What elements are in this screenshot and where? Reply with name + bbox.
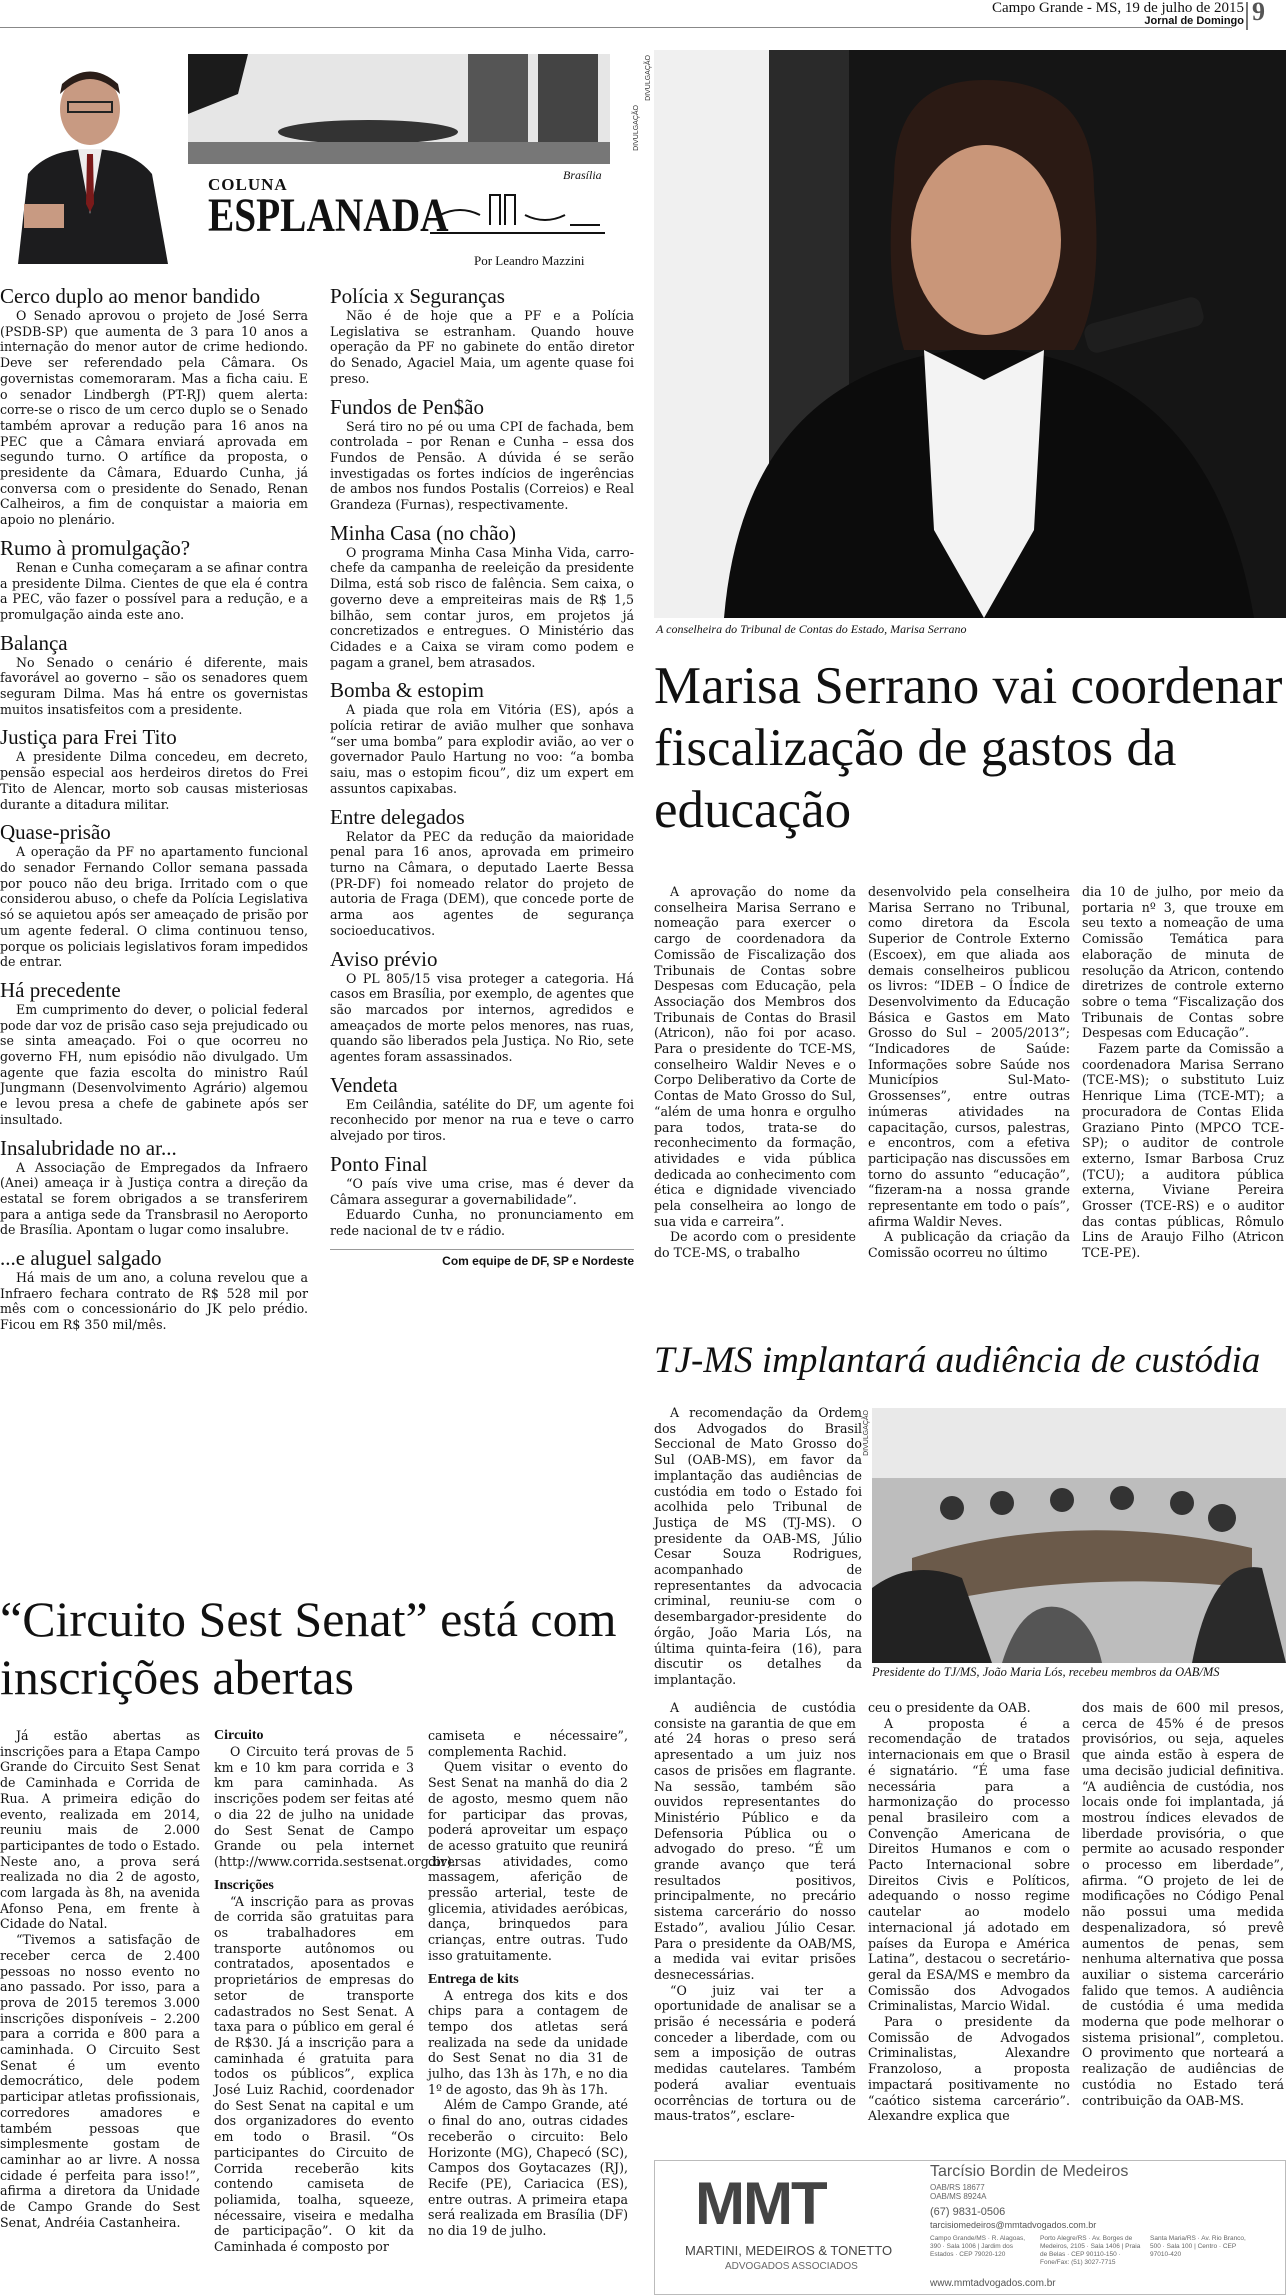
item-9: Polícia x Seguranças Não é de hoje que a PF e a Polícia Legislativa se estranham. Quando houve operação da PF no gabinete do então diretor do Senado, Agaciel Maia, um agente quase foi preso. bbox=[330, 284, 634, 386]
ponto-final-extra: Eduardo Cunha, no pronunciamento em rede nacional de tv e rádio. bbox=[330, 1207, 634, 1238]
law-firm-ad[interactable] bbox=[654, 2160, 1286, 2295]
ad-office-2: Porto Alegre/RS · Av. Borges de Medeiros, 2105 · Sala 1406 | Praia de Belas · CEP 90110-150 · Fone/Fax: (51) 3027-7715 bbox=[1040, 2235, 1141, 2266]
marisa-photo bbox=[654, 50, 1286, 618]
marisa-body: A aprovação do nome da conselheira Marisa Serrano e nomeação para exercer o cargo de coordenadora da Comissão de Fiscalização dos Tribunais de Contas sobre Despesas com Educação, pela Associação dos Membros dos Tribunais de Contas do Brasil (Atricon), não foi por acaso. Para o presidente do TCE-MS, conselheiro Waldir Neves e o Corpo Deliberativo da Corte de Contas de Mato Grosso do Sul, “além de uma honra e orgulho para todos, trata-se do reconhecimento da formação, atividades e vida pública dedicada ao conhecimento com ética e dignidade vivenciado pela conselheira ao longo de sua vida e carreira”. De acordo com o presidente do TCE-MS, o trabalho desenvolvido pela conselheira Marisa Serrano no Tribunal, como diretora da Escola Superior de Controle Externo (Escoex), em que aliada aos demais conselheiros publicou os livros: “IDEB – O Índice de Desenvolvimento da Educação Básica e Gastos em Mato Grosso do Sul – 2005/2013”; “Indicadores de Saúde: Informações sobre Saúde nos Municípios Sul-Mato-Grossenses”, entre outras inúmeras atividades na capacitação, cursos, palestras, e encontros, com a efetiva participação nas discussões em torno do assunto “educação”, “fizeram-na a nossa grande representante em todo o país”, afirma Waldir Neves. A publicação da criação da Comissão ocorreu no último dia 10 de julho, por meio da portaria nº 3, que trouxe em seu texto a nomeação de uma Comissão Temática para elaboração de minuta de resolução da Atricon, contendo diretrizes de controle externo sobre o tema “Fiscalização dos Tribunais de Contas sobre Despesas com Educação”. Fazem parte da Comissão a coordenadora Marisa Serrano (TCE-MS); o substituto Luiz Henrique Lima (TCE-MT); a procuradora de Contas Elida Graziano Pinto (MPCO TCE-SP); o auditor de controle externo, Ismar Barbosa Cruz (TCU); a auditora pública externa, Viviane Pereira Grosser (TCE-RS) e o auditor das contas públicas, Rômulo Lins de Araujo Filho (Atricon TCE-PE). bbox=[654, 884, 1284, 1261]
tjms-body: A audiência de custódia consiste na garantia de que em até 24 horas o preso será apresentado a um juiz nos casos de prisões em flagrante. Na sessão, também são ouvidos representantes do Ministério Público e da Defensoria Pública ou o advogado do preso. “É um grande avanço que terá resultados positivos, principalmente, no precário sistema carcerário do nosso Estado”, avaliou Júlio Cesar. Para o presidente da OAB/MS, a medida vai evitar prisões desnecessárias. “O juiz vai ter a oportunidade de analisar se a prisão é necessária e poderá conceder a liberdade, com ou sem a imposição de outras medidas cautelares. Também poderá avaliar eventuais ocorrências de tortura ou de maus-tratos”, esclare- ceu o presidente da OAB. A proposta é a recomendação de tratados internacionais em que o Brasil é signatário. “É uma fase necessária para a harmonização do processo penal brasileiro com a Convenção Americana de Direitos Humanos e com o Pacto Internacional sobre Direitos Civis e Políticos, adequando o nosso regime cautelar ao modelo internacional já adotado em países da Europa e América Latina”, destacou o secretário-geral da ESA/MS e membro da Comissão dos Advogados Criminalistas, Marcio Widal. Para o presidente da Comissão de Advogados Criminalistas, Alexandre Franzoloso, a proposta impactará positivamente no “caótico sistema carcerário”. Alexandre explica que dos mais de 600 mil presos, cerca de 45% é de presos provisórios, ou seja, aqueles que ainda estão à espera de uma decisão judicial definitiva. “A audiência de custódia, nos locais onde foi implantada, já mostrou índices elevados de liberdade provisória, o que permite ao acusado responder o processo em liberdade”, afirma. “O projeto de lei de modificações no Código Penal não possui uma medida despenalizadora, só prevê aumentos de penas, sem nenhuma alternativa que possa auxiliar o sistema carcerário falido que temos. A audiência de custódia é uma medida moderna que pode melhorar o sistema prisional”, completou. O provimento que norteará a realização de audiências de custódia no Estado terá contribuição da OAB-MS. bbox=[654, 1700, 1284, 2124]
ad-firm: MARTINI, MEDEIROS & TONETTO bbox=[685, 2243, 893, 2258]
item-5: Quase-prisão A operação da PF no apartamento funcional do senador Fernando Collor semana passada por pouco não deu briga. Irritado com o que considerou abuso, o chefe da Polícia Legislativa só se aquietou após ser ameaçado de prisão por um agente federal. O clima continuou tenso, porque os policiais legislativos foram impedidos de entrar. bbox=[0, 820, 308, 970]
ad-phone: (67) 9831-0506 bbox=[930, 2206, 1006, 2218]
item-3: Balança No Senado o cenário é diferente, mais favorável ao governo – são os senadores quem seguram Dilma. Mas há entre os governistas muitos insatisfeitos com a presidente. bbox=[0, 630, 308, 717]
ad-logo: MMT bbox=[695, 2170, 826, 2237]
column-kicker: COLUNA bbox=[208, 175, 288, 194]
tjms-lead: A recomendação da Ordem dos Advogados do Brasil Seccional de Mato Grosso do Sul (OAB-MS), em favor da implantação das audiências de custódia em todo o Estado foi acolhida pelo Tribunal de Justiça de MS (TJ-MS). O presidente da OAB-MS, Júlio Cesar Souza Rodrigues, acompanhado de representantes da advocacia criminal, reuniu-se com o desembargador-presidente do órgão, João Maria Lós, na última quinta-feira (16), para discutir os detalhes da implantação. bbox=[654, 1405, 862, 1687]
header-rule bbox=[0, 27, 1232, 28]
item-1: Cerco duplo ao menor bandido O Senado aprovou o projeto de José Serra (PSDB-SP) que aumenta de 3 para 10 anos a internação do menor autor de crime hediondo. Deve ser referendado pela Câmara. Os governistas comemoraram. Mas a ficha caiu. E o senador Lindbergh (PT-RJ) quem alerta: corre-se o risco de um cerco duplo se o Senado também aprovar a redução para 16 anos na PEC que a Câmara enviará aprovada em segundo turno. O artífice da proposta, o presidente da Câmara, Eduardo Cunha, já conversa com o presidente do Senado, Renan Calheiros, a fim de conquistar a maioria em apoio no plenário. bbox=[0, 284, 308, 528]
item-6: Há precedente Em cumprimento do dever, o policial federal pode dar voz de prisão caso seja prejudicado ou se sinta ameaçado. Foi o que ocorreu no governo FH, num episódio não divulgado. Um agente que fazia escolta do ministro Raúl Jungmann (Desenvolvimento Agrário) algemou e levou presa a chefe de gabinete após ser insultado. bbox=[0, 977, 308, 1127]
item-16: Ponto Final “O país vive uma crise, mas é dever da Câmara assegurar a governabilidade”. Eduardo Cunha, no pronunciamento em rede nacional de tv e rádio. bbox=[330, 1151, 634, 1238]
tjms-headline: TJ-MS implantará audiência de custódia bbox=[654, 1340, 1261, 1381]
item-11: Minha Casa (no chão) O programa Minha Casa Minha Vida, carro-chefe da campanha de reeleição da presidente Dilma, está sob risco de falência. Sem caixa, o governo deve a empreiteiras mais de R$ 1,5 bilhão, sem contar juros, em projetos já concretizados e entregues. O Ministério das Cidades e a Caixa se viram como podem e pagam a granel, bem atrasados. bbox=[330, 520, 634, 670]
ad-name: Tarcísio Bordin de Medeiros bbox=[930, 2163, 1129, 2180]
congress-logo bbox=[430, 185, 605, 235]
header-date: Campo Grande - MS, 19 de julho de 2015 bbox=[991, 0, 1244, 16]
ad-oab1: OAB/RS 18677 bbox=[930, 2183, 985, 2192]
marisa-headline: Marisa Serrano vai coordenar fiscalização de gastos da educação bbox=[654, 657, 1283, 839]
tjms-photo bbox=[872, 1408, 1286, 1663]
ad-sub: ADVOGADOS ASSOCIADOS bbox=[725, 2261, 858, 2272]
item-15: Vendeta Em Ceilândia, satélite do DF, um agente foi reconhecido por menor na rua e teve o carro alvejado por tiros. bbox=[330, 1072, 634, 1144]
item-4: Justiça para Frei Tito A presidente Dilma concedeu, em decreto, pensão especial aos herdeiros diretos do Frei Tito de Alencar, morto sob causas misteriosas durante a ditadura militar. bbox=[0, 725, 308, 812]
item-12: Bomba & estopim A piada que rola em Vitória (ES), após a polícia retirar de avião mulher que sonhava “ser uma bomba” para explodir avião, ao ver o governador Paulo Hartung no voo: “a bomba saiu, mas o estopim ficou”, diz um expert em assuntos capixabas. bbox=[330, 678, 634, 796]
item-14: Aviso prévio O PL 805/15 visa proteger a categoria. Há casos em Brasília, por exemplo, de agentes que são marcados por internos, agredidos e ameaçados de morte pelos menores, nas ruas, quando são liberados pela Justiça. No Rio, sete agentes foram assassinados. bbox=[330, 946, 634, 1065]
column-photo-credit: DIVULGAÇÃO bbox=[633, 105, 640, 151]
item-8: ...e aluguel salgado Há mais de um ano, a coluna revelou que a Infraero fechara contrato de R$ 528 mil por mês com o concessionário do JK pelo prédio. Ficou em R$ 350 mil/mês. bbox=[0, 1246, 308, 1333]
tjms-photo-credit: DIVULGAÇÃO bbox=[863, 1410, 870, 1456]
sest-headline: “Circuito Sest Senat” está com inscrições abertas bbox=[0, 1591, 617, 1705]
column-title: ESPLANADA bbox=[208, 189, 449, 242]
page-number-rule bbox=[1246, 2, 1248, 30]
item-7: Insalubridade no ar... A Associação de Empregados da Infraero (Anei) ameaça ir à Justiça contra a direção da estatal se forem obrigados a se transferirem para a antiga sede da Transbrasil no Aeroporto de Brasília. Apontam o lugar como insalubre. bbox=[0, 1135, 308, 1238]
ad-website[interactable]: www.mmtadvogados.com.br bbox=[930, 2278, 1056, 2289]
photo-location: Brasília bbox=[563, 168, 602, 182]
item-2: Rumo à promulgação? Renan e Cunha começaram a se afinar contra a presidente Dilma. Cientes de que ela é contra a PEC, vão fazer o possível para a redução, e a promulgação ainda este ano. bbox=[0, 535, 308, 622]
sest-body: Já estão abertas as inscrições para a Etapa Campo Grande do Circuito Sest Senat de Caminhada e Corrida de Rua. A primeira edição do evento, realizada em 2014, reuniu mais de 2.000 participantes de todo o Estado. Neste ano, a prova será realizada no dia 2 de agosto, com largada às 8h, na avenida Afonso Pena, em frente à Cidade do Natal. “Tivemos a satisfação de receber cerca de 2.400 pessoas no nosso evento no ano passado. Por isso, para a prova de 2015 teremos 3.000 inscrições disponíveis – 2.200 para a corrida e 800 para a caminhada. O Circuito Sest Senat é um evento democrático, dele podem participar atletas profissionais, corredores amadores e também pessoas que simplesmente gostam de caminhar ao ar livre. A nossa cidade é perfeita para isso!”, afirma a diretora da Unidade de Campo Grande do Sest Senat, Andréia Castanheira. Circuito O Circuito terá provas de 5 km e 10 km para corrida e 3 km para caminhada. As inscrições podem ser feitas até o dia 22 de julho na unidade do Sest Senat de Campo Grande ou pela internet (http://www.corrida.sestsenat.org.br). Inscrições “A inscrição para as provas de corrida são gratuitas para os trabalhadores em transporte autônomos ou contratados, aposentados e proprietários de empresas do setor de transporte cadastrados no Sest Senat. A taxa para o público em geral é de R$30. Já a inscrição para a caminhada é gratuita para todos os públicos”, explica José Luiz Rachid, coordenador do Sest Senat na capital e um dos organizadores do evento em todo o Brasil. “Os participantes do Circuito de Corrida receberão kits contendo camiseta de poliamida, toalha, squeeze, nécessaire, viseira e medalha de participação”. O kit da Caminhada é composto por camiseta e nécessaire”, complementa Rachid. Quem visitar o evento do Sest Senat na manhã do dia 2 de agosto, mesmo quem não for participar das provas, poderá aproveitar um espaço de acesso gratuito que reunirá diversas atividades, como massagem, aferição de pressão arterial, teste de glicemia, atividades aeróbicas, dança, brinquedos para crianças, entre outras. Tudo isso gratuitamente. Entrega de kits A entrega dos kits e dos chips para a contagem de tempo dos atletas será realizada na sede da unidade do Sest Senat no dia 31 de julho, das 13h às 17h, e no dia 1º de agosto, das 9h às 17h. Além de Campo Grande, até o final do ano, outras cidades receberão o circuito: Belo Horizonte (MG), Chapecó (SC), Campos dos Goytacazes (RJ), Recife (PE), Cariacica (ES), entre outras. A primeira etapa será realizada em Brasília (DF) no dia 19 de julho. bbox=[0, 1728, 628, 2255]
item-10: Fundos de Pen$ão Será tiro no pé ou uma CPI de fachada, bem controlada – por Renan e Cunha – essa dos Fundos de Pensão. A dúvida é se serão investigadas os fortes indícios de ingerências de ambos nos fundos Postalis (Correios) e Real Grandeza (Furnas), respectivamente. bbox=[330, 394, 634, 513]
header-paper: Jornal de Domingo bbox=[1144, 15, 1244, 27]
brasilia-photo bbox=[188, 54, 610, 164]
ad-email: tarcisiomedeiros@mmtadvogados.com.br bbox=[930, 2220, 1097, 2230]
page-header bbox=[0, 0, 1286, 30]
item-13: Entre delegados Relator da PEC da redução da maioridade penal para 16 anos, aprovada em primeiro turno na Câmara, o deputado Laerte Bessa (PR-DF) foi nomeado relator do projeto de autoria de Fraga (DEM), que concede porte de arma aos agentes de segurança socioeducativos. bbox=[330, 804, 634, 938]
column-masthead bbox=[0, 50, 640, 270]
columnist-photo bbox=[8, 54, 168, 264]
ad-office-1: Campo Grande/MS · R. Alagoas, 390 · Sala 1006 | Jardim dos Estados · CEP 79020-120 bbox=[930, 2235, 1026, 2258]
marisa-caption: A conselheira do Tribunal de Contas do Estado, Marisa Serrano bbox=[656, 622, 967, 636]
column-signature: Com equipe de DF, SP e Nordeste bbox=[330, 1249, 634, 1268]
ad-oab2: OAB/MS 8924A bbox=[930, 2192, 987, 2201]
column-right bbox=[330, 284, 634, 1268]
column-author: Por Leandro Mazzini bbox=[474, 253, 585, 268]
ad-office-3: Santa Maria/RS · Av. Rio Branco, 500 · Sala 100 | Centro · CEP 97010-420 bbox=[1150, 2235, 1246, 2258]
marisa-photo-credit: DIVULGAÇÃO bbox=[645, 55, 652, 101]
column-left bbox=[0, 284, 308, 1333]
tjms-caption: Presidente do TJ/MS, João Maria Lós, recebeu membros da OAB/MS bbox=[872, 1665, 1220, 1679]
page-number: 9 bbox=[1252, 0, 1265, 26]
